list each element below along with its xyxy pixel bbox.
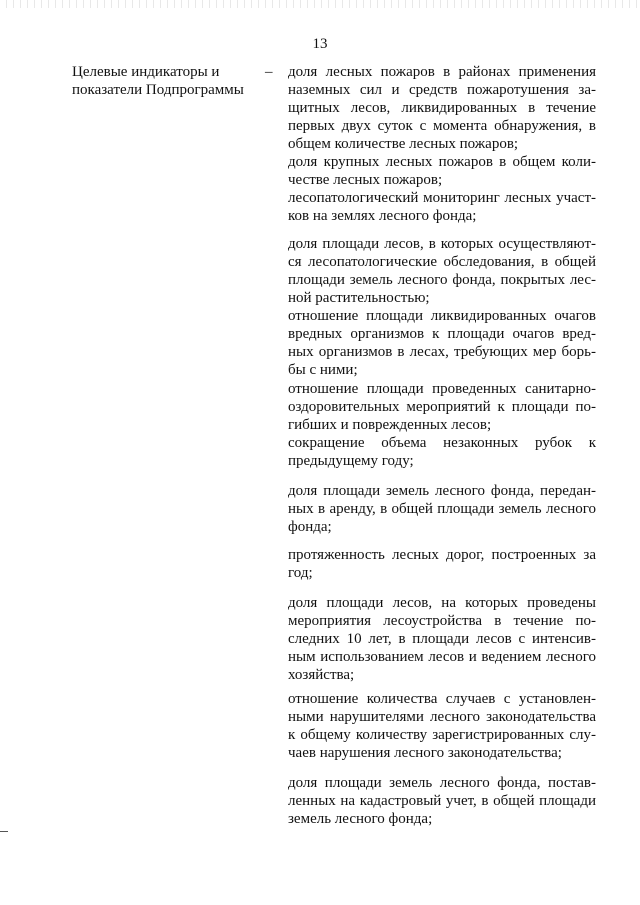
indicator-line: протяженность лесных дорог, построенных за xyxy=(288,547,596,563)
indicator-item xyxy=(288,189,596,225)
indicator-line: доля лесных пожаров в районах применения xyxy=(288,64,596,80)
indicator-line: ков на землях лесного фонда; xyxy=(288,208,477,224)
indicator-line: ной растительностью; xyxy=(288,290,430,306)
scan-artifact xyxy=(0,0,640,8)
indicator-line: доля площади земель лесного фонда, передан- xyxy=(288,483,596,499)
indicator-line: хозяйства; xyxy=(288,667,355,683)
indicator-item xyxy=(288,690,596,762)
margin-mark xyxy=(0,831,8,832)
indicator-line: честве лесных пожаров; xyxy=(288,172,443,188)
section-heading: Целевые индикаторы и показатели Подпрограммы xyxy=(72,64,244,98)
dash-separator: – xyxy=(265,64,273,80)
indicator-item xyxy=(288,434,596,470)
indicator-line: вредных организмов к площади очагов вред- xyxy=(288,326,596,342)
indicator-line: мероприятия лесоустройства в течение по- xyxy=(288,613,596,629)
indicator-line: предыдущему году; xyxy=(288,453,414,469)
indicator-line: оздоровительных мероприятий к площади по- xyxy=(288,399,596,415)
indicator-line: доля площади земель лесного фонда, постав- xyxy=(288,775,596,791)
indicator-line: следних 10 лет, в площади лесов с интенсив- xyxy=(288,631,596,647)
indicator-item xyxy=(288,235,596,307)
indicator-line: фонда; xyxy=(288,519,332,535)
indicator-item xyxy=(288,482,596,536)
indicator-line: гибших и поврежденных лесов; xyxy=(288,417,492,433)
indicator-line: доля площади лесов, в которых осуществляют- xyxy=(288,236,596,252)
indicator-item xyxy=(288,774,596,828)
indicator-item xyxy=(288,153,596,189)
indicator-line: лесопатологический мониторинг лесных участ- xyxy=(288,190,596,206)
indicator-line: ным использованием лесов и ведением лесного xyxy=(288,649,596,665)
indicator-item xyxy=(288,546,596,582)
indicator-line: ных организмов в лесах, требующих мер борь- xyxy=(288,344,596,360)
indicator-item xyxy=(288,63,596,153)
indicator-item xyxy=(288,594,596,684)
indicator-line: к общему количеству зарегистрированных слу- xyxy=(288,727,596,743)
indicator-line: площади земель лесного фонда, покрытых лес- xyxy=(288,272,596,288)
indicator-item xyxy=(288,380,596,434)
indicator-line: бы с ними; xyxy=(288,362,358,378)
page-number: 13 xyxy=(312,36,328,52)
indicator-line: отношение площади проведенных санитарно- xyxy=(288,381,596,397)
indicator-line: ными нарушителями лесного законодательства xyxy=(288,709,596,725)
indicator-line: доля крупных лесных пожаров в общем коли- xyxy=(288,154,596,170)
indicator-line: сокращение объема незаконных рубок к xyxy=(288,435,596,451)
indicator-line: ных в аренду, в общей площади земель лесного xyxy=(288,501,596,517)
indicator-item xyxy=(288,307,596,379)
indicator-line: доля площади лесов, на которых проведены xyxy=(288,595,596,611)
indicator-line: щитных лесов, ликвидированных в течение xyxy=(288,100,596,116)
indicator-line: отношение площади ликвидированных очагов xyxy=(288,308,596,324)
indicator-line: отношение количества случаев с установлен- xyxy=(288,691,596,707)
indicator-line: ленных на кадастровый учет, в общей площади xyxy=(288,793,596,809)
indicator-line: чаев нарушения лесного законодательства; xyxy=(288,745,562,761)
indicator-line: год; xyxy=(288,565,313,581)
indicator-line: общем количестве лесных пожаров; xyxy=(288,136,519,152)
indicator-line: первых двух суток с момента обнаружения, в xyxy=(288,118,596,134)
indicator-line: земель лесного фонда; xyxy=(288,811,433,827)
indicator-line: наземных сил и средств пожаротушения за- xyxy=(288,82,596,98)
indicator-line: ся лесопатологические обследования, в общей xyxy=(288,254,596,270)
